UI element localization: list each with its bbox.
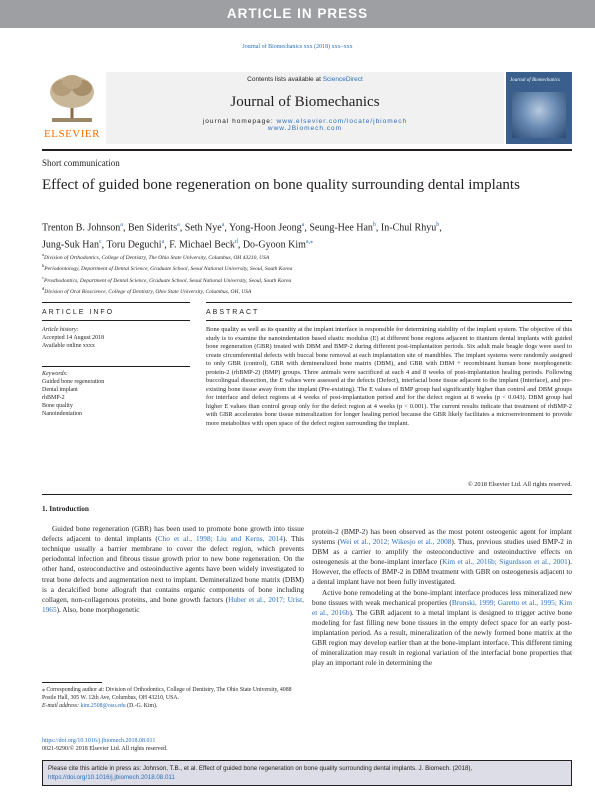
contents-line [106,76,504,83]
affiliation-marker[interactable]: a [120,222,123,228]
journal-masthead [42,72,572,144]
article-in-press-banner: ARTICLE IN PRESS [0,0,595,28]
email-line [42,702,304,710]
citation-link[interactable]: Brunski, 1999; Garetto et al., 1995; Kim et al., 2016b [312,597,572,617]
homepage-label: journal homepage: [202,118,274,125]
author-name: Seth Nye [184,222,222,234]
keyword: Nanoindentation [42,411,82,417]
cite-prefix: Please cite this article in press as: Johnson, T.B., et al. Effect of guided bone regeneration on bone quality surrounding dental implants. J. Biomech. (2018), [48,765,473,772]
email-link[interactable]: kim.2508@osu.edu [80,703,126,709]
affiliation-marker[interactable]: d [234,239,238,246]
email-label: E-mail address: [42,703,79,709]
affiliation [42,262,572,273]
affiliation-marker[interactable]: c [98,239,102,246]
doi-block [42,737,168,753]
author-name: In-Chul Rhyu [380,222,437,234]
citation-link[interactable]: Kim et al., 2016b; Sigurdsson et al., 2001 [442,557,568,567]
cover-title: Journal of Biomechanics [510,78,560,83]
author-name: Toru Deguchi [106,239,162,251]
divider [42,494,572,495]
doi-link[interactable]: https://doi.org/10.1016/j.jbiomech.2018.08.011 [42,738,156,744]
affiliation-marker[interactable]: b [436,222,440,228]
text-run: ). This technique usually a barrier membrane to cover the defect region, which prevents periodontal infection and fibrous tissue growth prior to new bone regeneration. On the other hand, osteoconductive and osteoinductive agents have been widely investigated to treat bone defects and augmentation next to implant. Demineralized bone matrix (DBM) is a decalcified bone allograft that contains organic components of bone including collagen, non-collagenous proteins, and bone growth factors ( [42,534,304,604]
cover-image [512,92,566,138]
text-run: protein-2 (BMP-2) has been observed as the most potent osteogenic agent for implant systems ( [312,527,572,547]
citation-link[interactable]: Wei et al., 2012; Wikesjo et al., 2008 [339,537,452,547]
author-line-2: Jung-Suk Han$^c$, Toru Deguchi$^a$, F. Michael Beck$^d$, Do-Gyoon Kim$^{a,⁎}$ [42,239,314,251]
abstract-text: Bone quality as well as its quantity at the implant interface is responsible for determining stability of the implant system. The objective of this study is to examine the nanoindentation based elastic modulus (E) at different bone regions adjacent to titanium dental implants with guided bone regeneration (GBR) treated with DBM and BMP-2 during different post-implantation periods. Six adult male beagle dogs were used to create circumferential defects with buccal bone removal at each implantation site of mandibles. The implant systems were randomly assigned to only GBR (control), GBR with demineralized bone matrix (DBM), and GBR with DBM + recombinant human bone morphogenetic protein-2 (rhBMP-2) (BMP) groups. Three animals were sacrificed at each 4 and 8 weeks of post-implantation healing periods. Following buccolingual dissection, the E values were assessed at the defects (Defect), interfacial bone tissue adjacent to the implant (Interface), and pre-existing bone tissue away from the implant (Pre-existing). The E values of BMP group had significantly higher than control and DBM groups for interface and defect regions at 4 weeks of post-implantation period and for the defect region at 8 weeks (p < 0.043). DBM group had higher E values than control group only for the defect region at 4 weeks (p < 0.001). The current results indicate that treatment of rhBMP-2 with GBR accelerates bone tissue mineralization for longer healing period because the GBR likely facilitates a microenvironment to provide more metabolites with open space of the defect region surrounding the implant. [206,326,572,427]
affiliation-letter: b [42,263,45,269]
text-run: Guided bone regeneration (GBR) has been used to promote bone growth into tissue defects adjacent to dental implants ( [42,524,304,544]
affiliation-text: Division of Oral Bioscience, College of Dentistry, Ohio State University, Columbus, OH, USA [44,288,252,295]
affiliation-letter: d [42,285,45,291]
affiliation-text: Division of Orthodontics, College of Dentistry, The Ohio State University, Columbus, OH 43210, USA [44,254,270,261]
keywords [42,370,190,418]
journal-title: Journal of Biomechanics [230,94,380,110]
journal-reference[interactable]: Journal of Biomechanics xxx (2018) xxx–xxx [242,44,353,50]
journal-homepage [106,118,504,132]
affiliation-marker[interactable]: a [301,222,305,228]
homepage-url-jbiomech[interactable]: www.JBiomech.com [267,125,343,132]
article-title: Effect of guided bone regeneration on bone quality surrounding dental implants [42,177,520,193]
paragraph [42,524,304,615]
text-run: ). Thus, previous studies used BMP-2 in DBM as a carrier to amplify the osteoconductive and osteoinductive effects on osteogenesis at the bone-implant interface ( [312,537,572,567]
author-name: Do-Gyoon Kim [242,239,306,251]
affiliation [42,274,572,285]
issn-line: 0021-9290/© 2018 Elsevier Ltd. All rights reserved. [42,746,168,752]
author-name: Yong-Hoon Jeong [229,222,302,234]
homepage-url-elsevier[interactable]: www.elsevier.com/locate/jbiomech [276,118,408,125]
text-run: ). Also, bone morphogenetic [56,604,140,614]
body-column-left [42,504,304,615]
keywords-list [42,378,190,418]
paragraph [312,588,572,669]
affiliation [42,251,572,262]
text-run: ). The GBR adjacent to a metal implant is designed to trigger active bone modeling for fast filling new bone tissues in the empty defect space for an early post-implantation period. As a result, mineralization of the newly formed bone matrix at the GBR region may develop earlier than at the bone-implant interface. This different timing of mineralization may result in regional variation of the interfacial bone properties that play an important role in determining the [312,607,572,668]
affiliation-text: Periodontology, Department of Dental Science, Graduate School, Seoul National University, Seoul, South Korea [44,266,293,273]
affiliation [42,285,572,296]
divider [42,302,190,303]
paragraph [312,527,572,588]
divider [42,366,190,367]
online-date: Available online xxxx [42,343,95,349]
author-name: Jung-Suk Han [42,239,99,251]
affiliation-marker[interactable]: a,⁎ [305,239,314,246]
text-run: ). However, the effects of BMP-2 in DBM treatment with GBR on osteogenesis adjacent to a dental implant have not been fully investigated. [312,557,572,587]
sciencedirect-link[interactable]: ScienceDirect [322,76,363,83]
affiliations [42,251,572,296]
abstract-header: ABSTRACT [206,309,260,316]
elsevier-wordmark: ELSEVIER [44,128,100,140]
affiliation-marker[interactable]: a [221,222,225,228]
footnote-rule [42,682,102,683]
affiliation-marker[interactable]: b [372,222,376,228]
accepted-date: Accepted 14 August 2018 [42,335,105,341]
author-line-1: Trenton B. Johnson$^a$, Ben Siderits$^a$, Seth Nye$^a$, Yong-Hoon Jeong$^a$, Seung-Hee Han$^b$, In-Chul Rhyu$^b$, [42,222,442,234]
article-history [42,326,190,350]
affiliation-letter: a [42,252,45,257]
divider [42,320,190,321]
citation-link[interactable]: Huber et al., 2017; Urist, 1965 [42,594,304,614]
author-list [42,218,572,253]
keyword: Bone quality [42,403,73,409]
article-info-header: ARTICLE INFO [42,309,115,316]
cite-doi-link[interactable]: https://doi.org/10.1016/j.jbiomech.2018.08.011 [48,774,175,781]
history-label: Article history: [42,327,79,333]
divider [206,320,572,321]
affiliation-marker[interactable]: a [161,239,165,246]
affiliation-letter: c [42,274,45,280]
citation-link[interactable]: Cho et al., 1998; Liu and Kerns, 2014 [157,534,283,544]
author-name: Trenton B. Johnson [42,222,121,234]
text-run: Active bone remodeling at the bone-implant interface produces less mineralized new bone tissues with weak mechanical properties ( [312,587,572,607]
affiliation-marker[interactable]: a [177,222,180,228]
keywords-label: Keywords: [42,371,68,377]
email-suffix: (D.-G. Kim). [127,703,158,709]
journal-header-box [106,72,504,144]
journal-cover-thumbnail [506,72,572,144]
section-heading: 1. Introduction [42,504,89,513]
keyword: Guided bone regeneration [42,379,105,385]
keyword: Dental implant [42,387,78,393]
author-name: F. Michael Beck [169,239,235,251]
article-type: Short communication [42,158,120,168]
author-name: Seung-Hee Han [309,222,373,234]
header-rule [42,149,572,151]
divider [206,302,572,303]
corresponding-author-footnote [42,686,304,710]
cite-this-article-box [42,760,572,786]
body-column-right [312,527,572,668]
affiliation-text: Prosthodontics, Department of Dental Science, Graduate School, Seoul National University, Seoul, South Korea [44,277,292,284]
keyword: rhBMP-2 [42,395,65,401]
copyright: © 2018 Elsevier Ltd. All rights reserved. [467,481,572,488]
contents-prefix: Contents lists available at [247,76,321,83]
corresponding-text: ⁎ Corresponding author at: Division of Orthodontics, College of Dentistry, The Ohio State University, 4088 Postle Hall, 305 W. 12th Ave, Columbus, OH 43210, USA. [42,687,292,701]
author-name: Ben Siderits [127,222,178,234]
elsevier-tree-logo [42,72,102,144]
